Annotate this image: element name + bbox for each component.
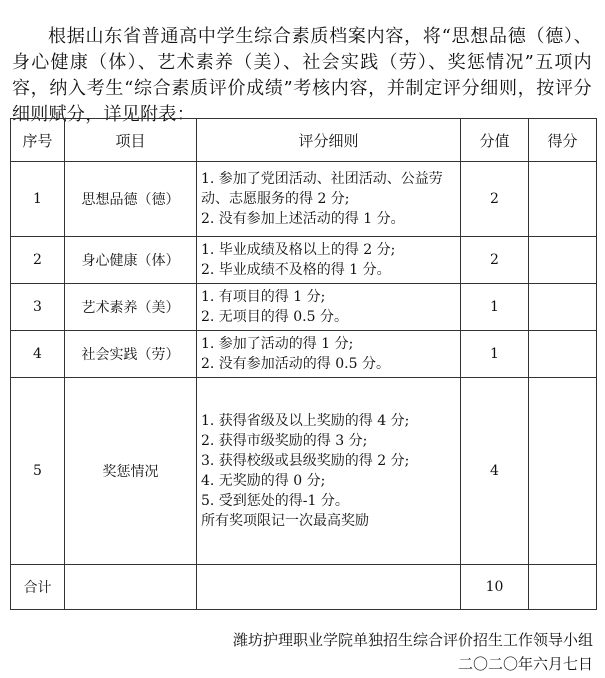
total-empty-got — [529, 565, 597, 610]
total-row — [11, 565, 597, 610]
row-score: 1 — [461, 284, 529, 331]
detail-line: 1. 获得省级及以上奖励的得 4 分; — [201, 413, 410, 429]
row-details — [197, 378, 461, 565]
row-no: 3 — [11, 284, 65, 331]
detail-line: 5. 受到惩处的得-1 分。 — [201, 493, 349, 509]
row-score: 4 — [461, 378, 529, 565]
detail-line: 3. 获得校级或县级奖励的得 2 分; — [201, 453, 410, 469]
header-details: 评分细则 — [197, 119, 461, 162]
table-row — [11, 331, 597, 378]
document-date: 二〇二〇年六月七日 — [457, 655, 593, 673]
header-score: 分值 — [461, 119, 529, 162]
table-row — [11, 162, 597, 237]
detail-line: 2. 无项目的得 0.5 分。 — [201, 309, 348, 325]
row-score: 2 — [461, 237, 529, 284]
row-score: 2 — [461, 162, 529, 237]
total-label: 合计 — [11, 565, 65, 610]
table-row — [11, 378, 597, 565]
total-empty-details — [197, 565, 461, 610]
row-item: 奖惩情况 — [65, 378, 197, 565]
row-item: 身心健康（体） — [65, 237, 197, 284]
intro-paragraph: 根据山东省普通高中学生综合素质档案内容，将“思想品德（德）、身心健康（体）、艺术素养（美）、社会实践（劳）、奖惩情况”五项内容，纳入考生“综合素质评价成绩”考核内容，并制定评分细则，按评分细则赋分，详见附表： — [12, 26, 592, 125]
table-header-row — [11, 119, 597, 162]
row-no: 1 — [11, 162, 65, 237]
scoring-table — [10, 118, 597, 610]
organization-name: 潍坊护理职业学院单独招生综合评价招生工作领导小组 — [232, 631, 593, 649]
row-got — [529, 162, 597, 237]
row-got — [529, 378, 597, 565]
header-item: 项目 — [65, 119, 197, 162]
header-no: 序号 — [11, 119, 65, 162]
detail-line: 1. 参加了活动的得 1 分; — [201, 336, 354, 352]
row-item: 思想品德（德） — [65, 162, 197, 237]
row-got — [529, 237, 597, 284]
table-row — [11, 284, 597, 331]
row-no: 5 — [11, 378, 65, 565]
row-no: 4 — [11, 331, 65, 378]
row-details — [197, 284, 461, 331]
total-score: 10 — [461, 565, 529, 610]
row-item: 社会实践（劳） — [65, 331, 197, 378]
row-item: 艺术素养（美） — [65, 284, 197, 331]
table-row — [11, 237, 597, 284]
row-no: 2 — [11, 237, 65, 284]
total-empty-item — [65, 565, 197, 610]
row-score: 1 — [461, 331, 529, 378]
detail-line: 所有奖项限记一次最高奖励 — [201, 513, 369, 529]
detail-line: 4. 无奖励的得 0 分; — [201, 473, 326, 489]
detail-line: 2. 没有参加活动的得 0.5 分。 — [201, 356, 390, 372]
signature-block — [233, 628, 593, 676]
detail-line: 1. 有项目的得 1 分; — [201, 289, 326, 305]
row-details — [197, 237, 461, 284]
detail-line: 2. 获得市级奖励的得 3 分; — [201, 433, 368, 449]
detail-line: 2. 没有参加上述活动的得 1 分。 — [201, 211, 405, 227]
detail-line: 1. 参加了党团活动、社团活动、公益劳动、志愿服务的得 2 分; — [201, 171, 443, 207]
detail-line: 1. 毕业成绩及格以上的得 2 分; — [201, 242, 396, 258]
detail-line: 2. 毕业成绩不及格的得 1 分。 — [201, 262, 391, 278]
row-details — [197, 331, 461, 378]
row-got — [529, 284, 597, 331]
header-got: 得分 — [529, 119, 597, 162]
row-got — [529, 331, 597, 378]
row-details — [197, 162, 461, 237]
